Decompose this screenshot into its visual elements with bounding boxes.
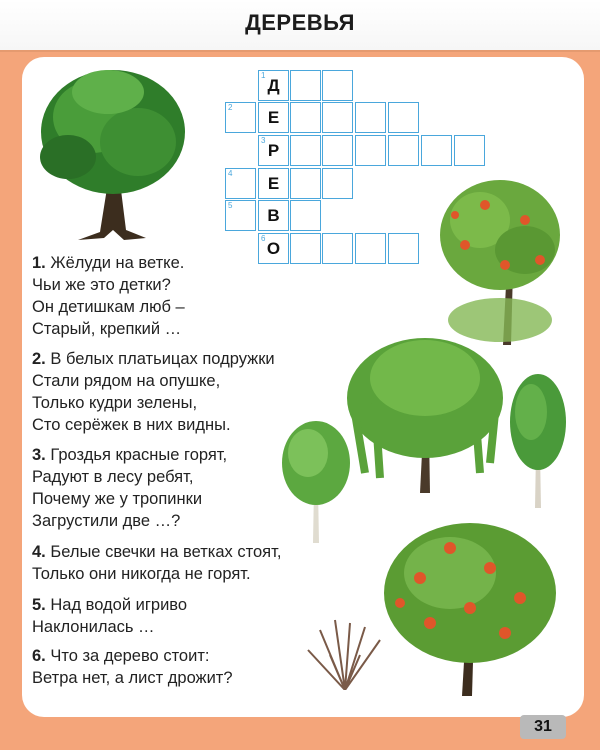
oak-tree-illustration [38,62,188,244]
crossword-key-cell[interactable]: 3 Р [258,135,289,166]
crossword-cell[interactable]: 4 [225,168,256,199]
birch-tree-illustration [278,418,354,543]
crossword-key-cell[interactable]: 1 Д [258,70,289,101]
riddle-1: 1. Жёлуди на ветке. Чьи же это детки? Он детишкам люб – Старый, крепкий … [32,254,185,338]
crossword-cell[interactable]: 2 [225,102,256,133]
page-number: 31 [520,715,566,739]
crossword-key-cell[interactable]: В [258,200,289,231]
riddle-3: 3. Гроздья красные горят, Радуют в лесу ребят, Почему же у тропинки Загрустили две …? [32,446,228,530]
riddle-2: 2. В белых платьицах подружки Стали рядом на опушке, Только кудри зелены, Сто серёжек в них видны. [32,350,275,434]
rowan-bush-illustration [380,518,560,696]
crossword-key-cell[interactable]: Е [258,168,289,199]
title-bar [0,0,600,52]
aspen-tree-illustration [507,372,569,508]
riddle-5: 5. Над водой игриво Наклонилась … [32,596,188,636]
rowan-tree-illustration [435,175,565,350]
page-title: ДЕРЕВЬЯ [245,10,355,35]
bare-bush-illustration [300,615,390,690]
riddle-4: 4. Белые свечки на ветках стоят, Только они никогда не горят. [32,543,282,583]
crossword-key-cell[interactable]: 6 О [258,233,289,264]
riddle-6: 6. Что за дерево стоит: Ветра нет, а лист дрожит? [32,647,233,687]
crossword-key-cell[interactable]: Е [258,102,289,133]
crossword-cell[interactable]: 5 [225,200,256,231]
willow-tree-illustration [345,333,505,493]
